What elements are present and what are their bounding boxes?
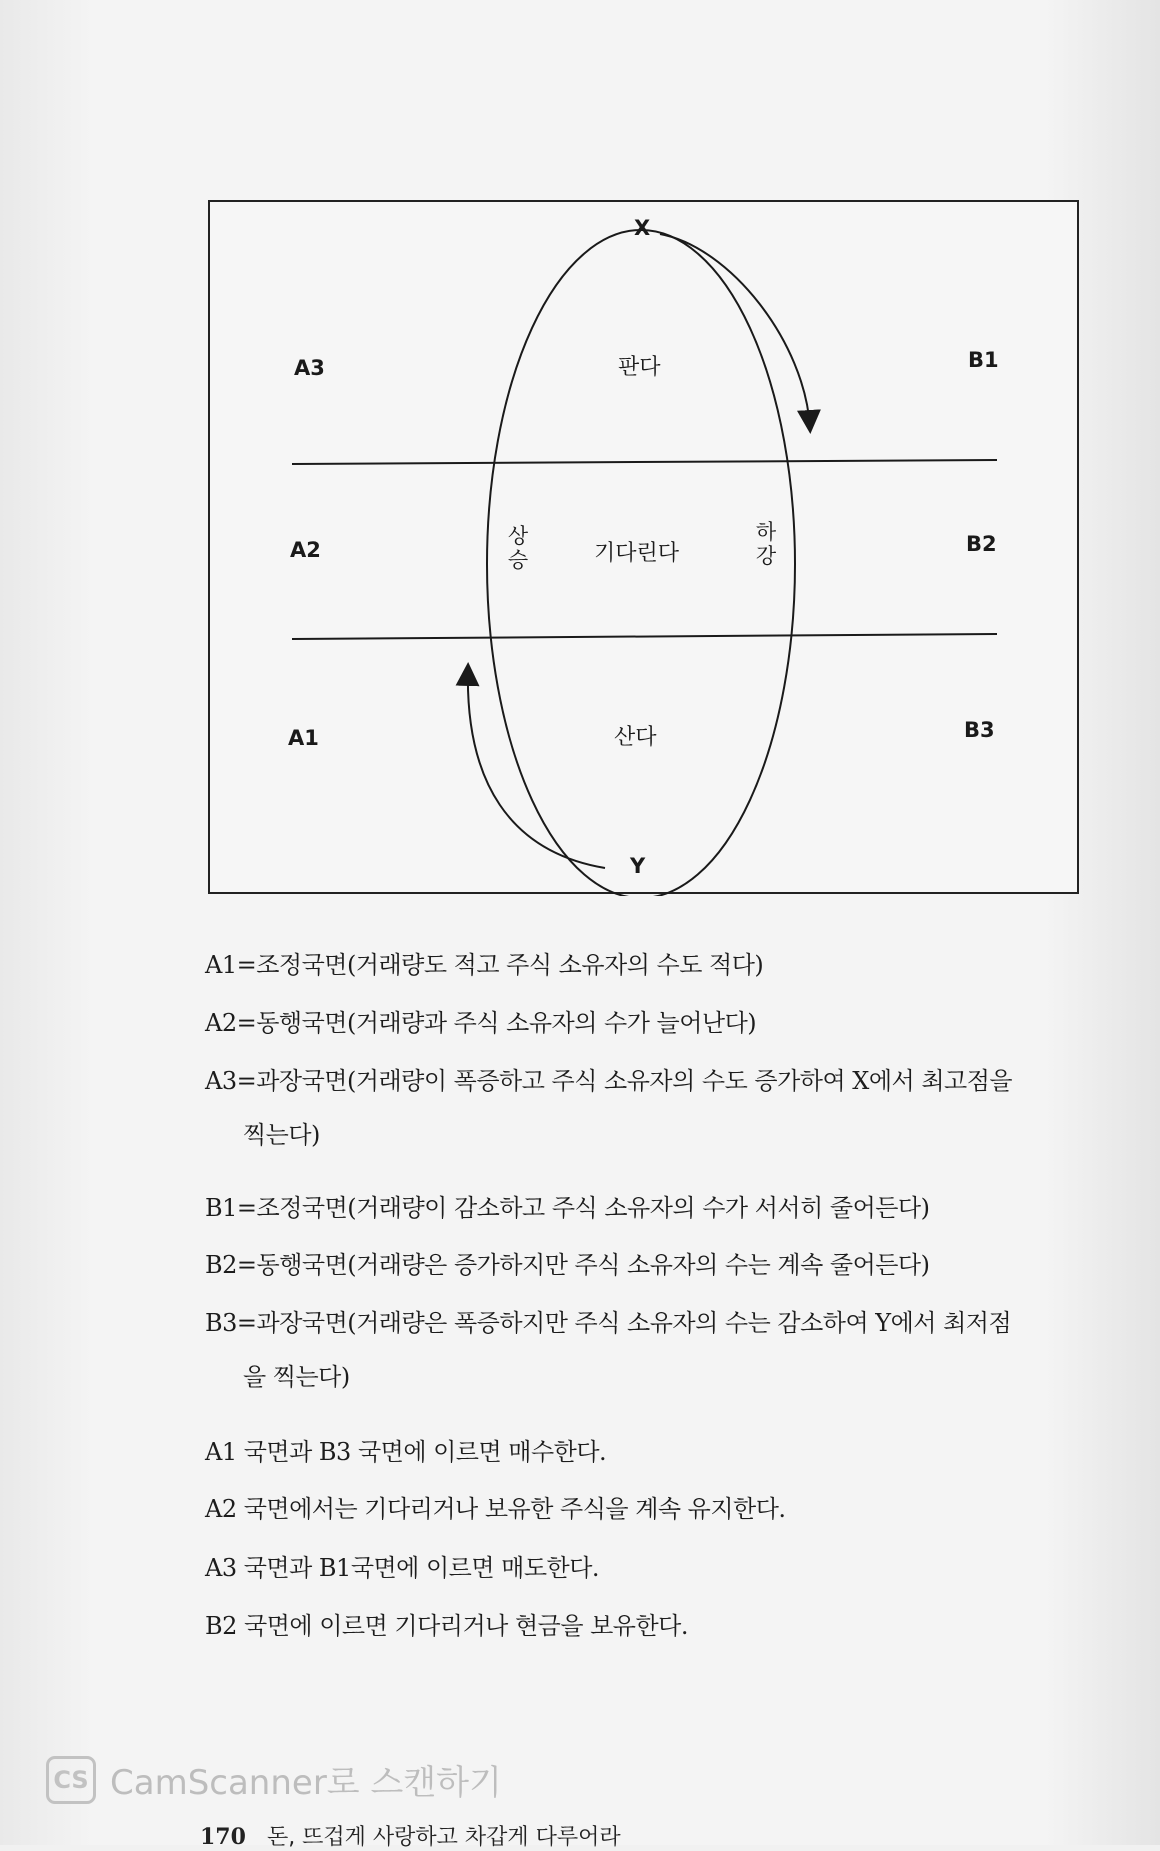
definition-line: A2=동행국면(거래량과 주식 소유자의 수가 늘어난다) [205, 1009, 757, 1037]
wait-zone-label: 기다린다 [594, 541, 680, 566]
definition-line: 을 찍는다) [243, 1363, 350, 1391]
page-footer [200, 1820, 621, 1851]
camscanner-logo: CS [46, 1756, 96, 1804]
falling-arrow [660, 234, 810, 428]
trading-rules [205, 1437, 1085, 1647]
rise-vertical-label: 상승 [507, 524, 529, 572]
rule-line: A1 국면과 B3 국면에 이르면 매수한다. [205, 1438, 607, 1466]
label-b2: B2 [966, 532, 997, 556]
definition-line: A1=조정국면(거래량도 적고 주식 소유자의 수도 적다) [205, 951, 764, 979]
lower-divider-line [292, 634, 997, 639]
rule-line: A3 국면과 B1국면에 이르면 매도한다. [205, 1554, 600, 1582]
definition-line: B1=조정국면(거래량이 감소하고 주식 소유자의 수가 서서히 줄어든다) [205, 1194, 930, 1222]
phase-definitions [205, 950, 1085, 1400]
upper-divider-line [292, 460, 997, 464]
rule-line: A2 국면에서는 기다리거나 보유한 주식을 계속 유지한다. [205, 1495, 786, 1523]
buy-zone-label: 산다 [614, 725, 657, 750]
fall-vertical-label: 하강 [755, 520, 777, 568]
label-b3: B3 [964, 718, 995, 742]
rising-arrow [468, 668, 605, 868]
label-a3: A3 [294, 356, 325, 380]
definition-line: B3=과장국면(거래량은 폭증하지만 주식 소유자의 수는 감소하여 Y에서 최저점 [205, 1309, 1012, 1337]
rule-line: B2 국면에 이르면 기다리거나 현금을 보유한다. [205, 1612, 688, 1640]
sell-zone-label: 판다 [618, 355, 661, 380]
definition-line: B2=동행국면(거래량은 증가하지만 주식 소유자의 수는 계속 줄어든다) [205, 1251, 930, 1279]
trough-label-y: Y [630, 854, 646, 878]
label-a1: A1 [288, 726, 319, 750]
watermark-text: CamScanner로 스캔하기 [110, 1763, 502, 1803]
definition-line: 찍는다) [243, 1121, 320, 1149]
definition-line: A3=과장국면(거래량이 폭증하고 주식 소유자의 수도 증가하여 X에서 최고점을 [205, 1067, 1013, 1095]
running-title: 돈, 뜨겁게 사랑하고 차갑게 다루어라 [266, 1825, 621, 1850]
egg-theory-diagram [208, 200, 1079, 894]
label-a2: A2 [290, 538, 321, 562]
peak-label-x: X [634, 216, 651, 240]
camscanner-watermark [46, 1755, 502, 1804]
page-number: 170 [200, 1824, 246, 1850]
label-b1: B1 [968, 348, 999, 372]
